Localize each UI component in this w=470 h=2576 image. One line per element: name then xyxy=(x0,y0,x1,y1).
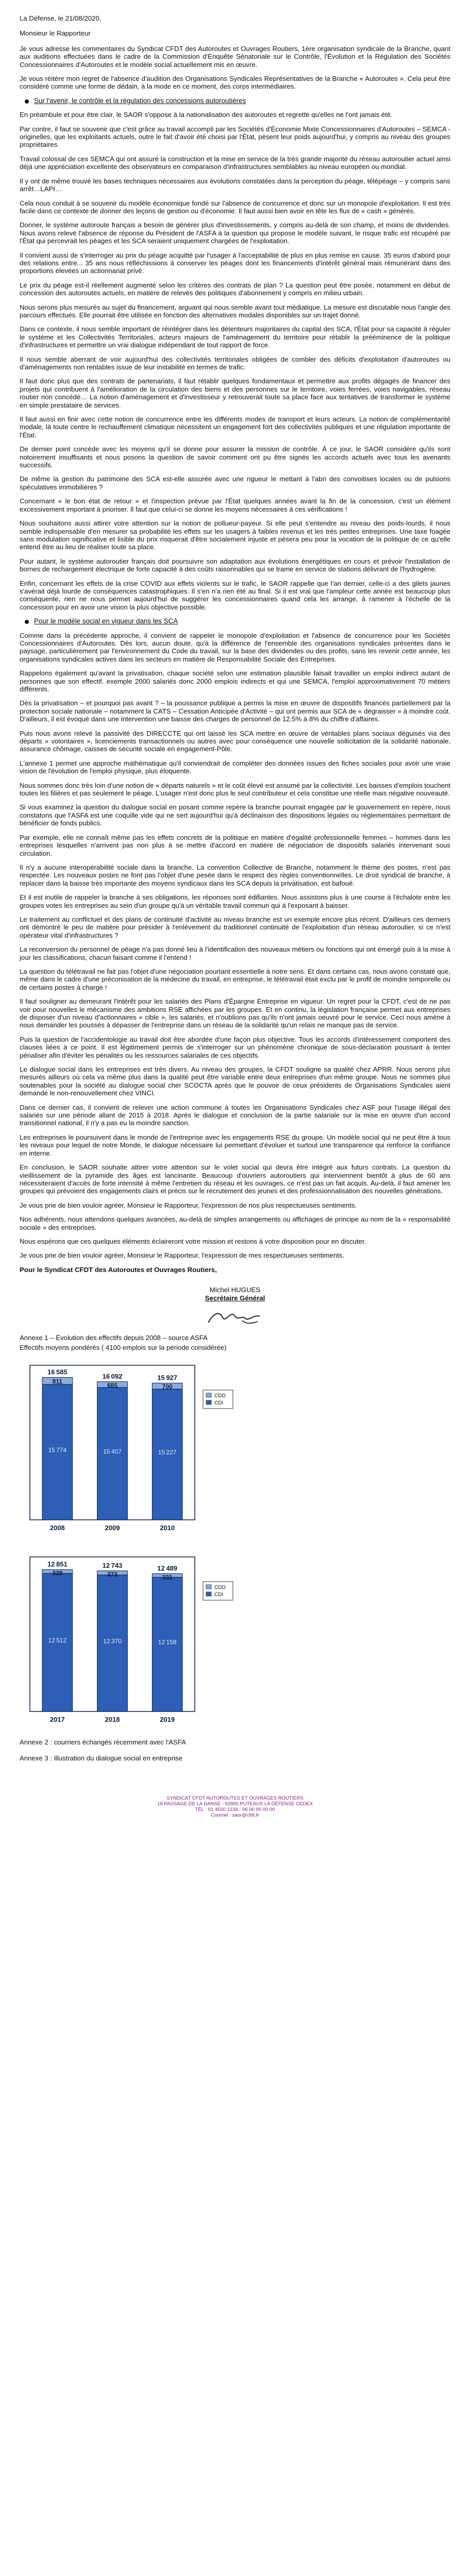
legend-swatch-cdd xyxy=(206,1393,211,1397)
section1-paragraph: Par contre, il faut se souvenir que c'est grâce au travail accompli par les Sociétés d'Économie Mixte Concessionnaires d'Autoroutes – SEMCA - originelles, que les exploitants actuels, outre le fait d'avoir été choisi par l'État, pèsent leur poids aujourd'hui, y compris au niveau des groupes propriétaires. xyxy=(20,125,450,149)
legend-swatch-cdi xyxy=(206,1592,211,1596)
paragraph-intro-1: Je vous adresse les commentaires du Syndicat CFDT des Autoroutes et Ouvrages Routiers, 1ère organisation syndicale de la Branche, quant aux auditions effectuées dans le cadre de la Commission d'Enquête Sénatoriale sur le Contrôle, l'Évolution et la Régulation des Sociétés Concessionnaires d'Autoroutes et le modèle social actuellement mis en œuvre. xyxy=(20,44,450,69)
data-label-total: 12 851 xyxy=(47,1560,68,1568)
data-label-total: 12 489 xyxy=(157,1564,178,1572)
employment-chart-2 xyxy=(20,1547,241,1732)
employment-chart-1 xyxy=(20,1355,241,1540)
section2-paragraph: Il n'y a aucune interopérabilité sociale dans la branche. La convention Collective de Branche, notamment le thème des postes, n'est pas respectée. Les nouveaux postes ne font pas l'objet d'une pesée dans le respect des règles conventionnelles. Le droit syndical de branche, à replacer dans la baisse très importante des moyens syndicaux dans les SCA depuis la privatisation, est bafoué. xyxy=(20,863,450,887)
data-label-total: 16 585 xyxy=(47,1368,68,1376)
section1-paragraph: Concernant « le bon état de retour » et l'inspection prévue par l'État quelques années avant la fin de la concession, c'est un élément excessivement important à prioriser. Il faut que celui-ci se donne les moyens nécessaires à ces vérifications ! xyxy=(20,497,450,513)
closing-paragraph: Nous espérons que ces quelques éléments éclaireront votre mission et restons à votre disposition pour en discuter. xyxy=(20,1237,366,1245)
section2-paragraph: Les entreprises le poursuivent dans le monde de l'entreprise avec les engagements RSE du groupe. Un modèle social qui ne peut être à tous les niveaux pour lequel de notre Monde, le dialogue nécessaire lui permettant d'évoluer et surtout une transparence qui renforce la confiance en interne. xyxy=(20,1133,450,1157)
section1-paragraph: Enfin, concernant les effets de la crise COVID aux effets violents sur le trafic, le SAOR rappelle que l'an dernier, celle-ci a des gilets jaunes s'avérait déjà lourde de conséquences catastrophiques. Il s'en n'a rien été au final. Si il est vrai que l'ampleur cette année est beaucoup plus conséquente, rien ne nous permet aujourd'hui de suggérer les concessionnaires quand cela les arrange, à ramener à l'échelle de la concession pour en avoir une vision la plus objective possible. xyxy=(20,579,450,611)
section1-paragraph: Donner, le système autoroute français a besoin de générer plus d'investissements, y compris au-delà de son champ, et moins de dividendes. Nous avons relevé l'absence de réponse du Président de l'ASFA à la question qui propose le modèle suivant, le risque trafic est récupéré par l'État qui percevrait les péages et les SCA seraient uniquement chargées de l'exploitation. xyxy=(20,221,450,245)
section2-paragraph: Par exemple, elle ne connaît même pas les effets concrets de la politique en matière d'égalité professionnelle femmes – hommes dans les entreprises lesquelles n'arrivent pas non plus à se mettre d'accord en matière de négociation de dispositifs salariés intervenant sous circulation. xyxy=(20,833,450,857)
letter-page xyxy=(20,14,450,1818)
section2-paragraph: Rappelons également qu'avant la privatisation, chaque société selon une estimation plausible faisait travailler un emploi indirect autant de personnes que son effectif. exemple 2000 salariés donc 2000 emplois indirects et qui une SEMCA, l'emploi approximativement 70 métiers différents. xyxy=(20,669,450,693)
legend-label-cdi: CDI xyxy=(214,1591,224,1598)
section1-paragraph: Travail colossal de ces SEMCA qui ont assuré la construction et la mise en service de la très grande majorité du réseau autoroutier actuel ainsi déjà une appréciation excellente des observateurs en comparaison d'infrastructures semblables au niveau européen ou mondial. xyxy=(20,155,450,171)
section2-paragraph: Je vous prie de bien vouloir agréer, Monsieur le Rapporteur, l'expression de nos plus respectueuses sentiments. xyxy=(20,1201,357,1209)
section2-paragraph: Dans ce dernier cas, il convient de relever une action commune à toutes les Organisations Syndicales chez ASF pour l'usage illégal des salariés sur une période allant de 2015 à 2018. Après le dialogue et conclusion de la partie salariale sur la mise en œuvre d'un accord transitionnel national, il n'y a pas eu la moindre sanction. xyxy=(20,1103,450,1127)
section1-paragraph: Il convient aussi de s'interroger au prix du péage acquitté par l'usager à l'acceptabilité de plus en plus remise en cause. 35 euros d'abord pour des relations entre... 35 ans nous réfléchissions à conserver les péages dont les financements d'intérêt général mais rémunérant dans des proportions élevées un actionnariat privé. xyxy=(20,251,450,275)
annex2-line: Annexe 2 : courriers échangés récemment avec l'ASFA xyxy=(20,1738,186,1746)
footer-line-1: SYNDICAT CFDT AUTOROUTES ET OUVRAGES ROUTIERS xyxy=(166,1795,304,1801)
section-heading-2 xyxy=(25,617,450,625)
section2-paragraph: La reconversion du personnel de péage n'a pas donné lieu à l'identification des nouveaux métiers ou fonctions qui ont émergé puis à la mise à jour les classifications, chacun faisant comme il l'entend ! xyxy=(20,945,450,961)
section2-paragraph: Comme dans la précédente approche, il convient de rappeler le monopole d'exploitation et l'absence de concurrence pour les Sociétés Concessionnaires d'Autoroutes. Dès lors, aucun doute, qu'à la différence de l'ensemble des organisations syndicales présentes dans le paysage, particulièrement par l'environnement du Code du travail, sur la base des dividendes ou des profits, sans les revenir cette année, les organisations syndicales actives dans les secteurs en matière de Responsabilité Sociale des Entreprises. xyxy=(20,631,450,663)
data-label-total: 15 927 xyxy=(157,1374,178,1382)
section1-paragraph: Nous serons plus mesurés au sujet du financement, arguant qui nous semble avant tout médiatique. La mesure est discutable nous l'angle des parcours effectués. Elle pourrait être utilisée en fonction des alternatives modales disponibles sur un trajet donné. xyxy=(20,303,450,319)
section2-paragraph: Dès la privatisation – et pourquoi pas avant ? – la poussance publique a permis la mise en œuvre de dispositifs financés partiellement par la protection sociale nationale – notamment la CATS – Cessation Anticipée d'Activité – qui ont permis aux SCA de « dégraisser » à moindre coût. D'ailleurs, il est évoqué dans une intervention une baisse des charges de personnel de 12.5% à 8% du chiffre d'affaires. xyxy=(20,699,450,723)
section2-paragraph: Et il est inutile de rappeler la branche à ses obligations, les réponses sont édifiantes. Nous assistons plus à une course à l'échalote entre les groupes votes les entreprises au sein d'un groupe qu'à un véritable travail commun qui à l'exposant à baisser. xyxy=(20,893,450,909)
salutation: Monsieur le Rapporteur xyxy=(20,29,91,38)
signature-block xyxy=(20,1286,450,1330)
section2-paragraph: Le dialogue social dans les entreprises est très divers. Au niveau des groupes, la CFDT souligne sa qualité chez APRR. Nous serons plus mesurés ailleurs où cela va même plus dans la qualité peut être variable entre deux entreprises d'un même groupe. Nous ne sommes plus soutenables pour la société au dialogue social cher SCOCTA après que le pouvoir de ceux présidents de Organisations Syndicales aient demandé le non-renouvellement chez VINCI. xyxy=(20,1065,450,1097)
chart1-svg xyxy=(20,1355,241,1540)
x-tick-label: 2019 xyxy=(160,1715,175,1723)
data-label-cdd: 339 xyxy=(52,1569,63,1577)
section2-paragraph: Il faut souligner au demeurant l'intérêt pour les salariés des Plans d'Épargne Entreprise en vigueur. Un regret pour la CFDT, c'est de ne pas voir pour nouvelles le mécanisme des ambitions RSE affichées par les groupes. Et en continu, la législation française permet aux entreprises de disposer d'un niveau d'actionnaires « cible », les salariés, et n'oublions pas qu'ils n'ont jamais oeuvré pour le service. Ceci nous amène à nous demander les poussés à dépasser de l'entreprise dans un réseau de la solidarité qu'un relais ne manque pas de service. xyxy=(20,997,450,1029)
section1-paragraph: De même la gestion du patrimoine des SCA est-elle assurée avec une rigueur le mettant à l'abri des convoitises locales ou de pulsions spéculatives immobilières ? xyxy=(20,475,450,491)
legend-label-cdd: CDD xyxy=(214,1584,226,1590)
handwritten-signature xyxy=(204,1306,266,1330)
data-label-cdi: 15 407 xyxy=(103,1448,122,1455)
section2-paragraph: L'annexe 1 permet une approche mathématique qu'il conviendrait de compléter des données issues des fiches sociales pour avoir une vraie vision de l'évolution de l'emploi physique, plus éloquente. xyxy=(20,759,450,775)
footer xyxy=(20,1795,450,1818)
legend-label-cdd: CDD xyxy=(214,1393,226,1399)
footer-line-3: TÉL : 01 4500 1234 - 06 00 00 00 00 xyxy=(195,1806,275,1812)
legend-label-cdi: CDI xyxy=(214,1400,224,1406)
data-label-cdi: 12 370 xyxy=(103,1637,122,1645)
paragraph-intro-2: Je vous réitère mon regret de l'absence d'audition des Organisations Syndicales Représentatives de la Branche « Autoroutes ». Cela peut être considéré comme une forme de dédain, à la mode en ce moment, des corps intermédiaires. xyxy=(20,75,450,91)
section-heading-1 xyxy=(25,97,450,105)
annex1-subtitle: Effectifs moyens pondérés ( 4100 emplois sur la période considérée) xyxy=(20,1344,227,1352)
data-label-cdd: 685 xyxy=(107,1381,118,1389)
data-label-cdi: 15 774 xyxy=(48,1446,67,1454)
section2-paragraph: Puis nous avons relevé la passivité des DIRECCTE qui ont laissé les SCA mettre en œuvre de véritables plans sociaux déguisés via des départs « volontaires », licenciements transactionnels ou autres avec pour conséquence une nouvelle sollicitation de la solidarité nationale, assurance chômage, caisses de sécurité sociale en engagement-Pôle. xyxy=(20,729,450,753)
annex1-title: Annexe 1 – Évolution des effectifs depuis 2008 – source ASFA xyxy=(20,1333,208,1342)
chart2-svg xyxy=(20,1547,241,1732)
section-heading-2-text: Pour le modèle social en vigueur dans les SCA xyxy=(34,617,178,625)
section2-paragraph: En conclusion, le SAOR souhaite attirer votre attention sur le volet social qui devra être intégré aux futurs contrats. La question du vieillissement de la pyramide des âges est lancinante. Beaucoup d'ouvriers autoroutiers qui interviennent bientôt à plus de 60 ans nécessiteraient d'accès de forte intensité à même l'entretien du réseau et les ouvrages, ce n'est pas un fait acquis. Au-delà, il faut amener les groupes qui prévoient des engagements clairs et précis sur le recrutement des jeunes et des professionnalisation des nouvelles générations. xyxy=(20,1163,450,1195)
footer-line-2: 18 PASSAGE DE LA DANSE - 92800 PUTEAUX LA DÉFENSE CEDEX xyxy=(157,1801,313,1807)
section1-paragraph: Cela nous conduit à se souvenir du modèle économique fondé sur l'absence de concurrence et donc sur un monopole d'exploitation. Il est très facile dans ce contexte de donner des leçons de gestion ou d'économie. Il faut aussi bien avoir en tête les flux de « cash » générés. xyxy=(20,199,450,215)
data-label-total: 12 743 xyxy=(102,1561,123,1569)
signer-title: Secrétaire Général xyxy=(205,1294,265,1302)
x-tick-label: 2017 xyxy=(49,1715,65,1723)
section-heading-1-text: Sur l'avenir, le contrôle et la régulation des concessions autoroutières xyxy=(34,96,246,105)
section1-paragraph: Il nous semble aberrant de voir aujourd'hui des collectivités territoriales obligées de combler des déficits d'exploitation d'autoroutes ou d'aménagements non rentables issue de leur instabilité en termes de trafic. xyxy=(20,355,450,371)
section2-paragraph: Si vous examinez la question du dialogue social en posant comme repère la branche pourrait engagée par le gouvernement en repère, nous constatons que l'ASFA est une coquille vide qui ne sert aujourd'hui qu'à déclinaison des dispositions légales ou réglementaires permettant de bénéficier de fonds publics. xyxy=(20,803,450,827)
closing-paragraph: Je vous prie de bien vouloir agréer, Monsieur le Rapporteur, l'expression de mes respectueuses sentiments. xyxy=(20,1251,344,1260)
section1-paragraph: Il y ont de même trouvé les bases techniques nécessaires aux évolutions constatées dans la perception du péage, télépéage – y compris sans arrêt…LAPI… xyxy=(20,177,450,193)
closing-paragraph: Nos adhérents, nous attendons quelques avancées, au-delà de simples arrangements ou affichages de principe au nom de la « responsabilité sociale » des entreprises. xyxy=(20,1215,450,1231)
data-label-cdd: 373 xyxy=(107,1570,118,1578)
section1-paragraph: Le prix du péage est-il réellement augmenté selon les critères des contrats de plan ? La question peut être posée, notamment en début de concession des autoroutes actuels, en matière de relevés des politiques d'abonnement y compris en milieu urbain. xyxy=(20,281,450,297)
section1-paragraph: De dernier point concède avec les moyens qu'il se donne pour assurer la mission de contrôle. À ce jour, le SAOR considère qu'ils sont notoirement insuffisants et nous posons la question de savoir comment ont pu être signés les accords actuels avec tous les avenants successifs. xyxy=(20,445,450,469)
section1-paragraph: Il faut aussi en finir avec cette notion de concurrence entre les différents modes de transport et leurs acteurs. La notion de complémentarité modale, là toute centre le rechauffement climatique nécessitent un engagement fort des collectivités publiques et une régulation importante de l'État. xyxy=(20,415,450,439)
for-union: Pour le Syndicat CFDT des Autoroutes et Ouvrages Routiers, xyxy=(20,1265,217,1274)
x-tick-label: 2018 xyxy=(105,1715,120,1723)
bullet-icon xyxy=(25,620,29,624)
x-tick-label: 2010 xyxy=(160,1523,175,1532)
section1-paragraph: Dans ce contexte, il nous semble important de réintégrer dans les détenteurs majoritaires du capital des SCA, l'État pour sa capacité à réguler le système et les Collectivités Territoriales, acteurs majeurs de l'aménagement du territoire pour rétablir la prééminence de la politique d'infrastructures et permettre un vrai dialogue indépendant de tout rapport de force. xyxy=(20,325,450,349)
signer-name: Michel HUGUES xyxy=(209,1286,261,1294)
section1-paragraph: En préambule et pour être clair, le SAOR s'oppose à la nationalisation des autoroutes et regrette qu'elles ne l'ont jamais été. xyxy=(20,111,393,119)
data-label-total: 16 092 xyxy=(102,1372,123,1380)
section2-paragraph: Nous sommes donc très loin d'une notion de « départs naturels » et le coût élevé est assumé par la collectivité. Les baisses d'emplois touchent toutes les filières et pas seulement le péage. L'usager n'est donc plus le seul contributeur et cela constitue une réelle mais négative nouveauté. xyxy=(20,781,450,798)
data-label-cdd: 700 xyxy=(162,1383,173,1391)
legend-swatch-cdi xyxy=(206,1400,211,1404)
annex3-line: Annexe 3 : illustration du dialogue social en entreprise xyxy=(20,1754,182,1762)
bullet-icon xyxy=(25,99,29,104)
data-label-cdi: 12 512 xyxy=(48,1636,67,1644)
date-line: La Défense, le 21/08/2020, xyxy=(20,14,102,22)
footer-line-4: Courriel : saor@cfdt.fr xyxy=(211,1812,259,1818)
section2-paragraph: Puis la question de l'accidentologie au travail doit être abordée d'une façon plus objective. Tous les accords d'intéressement comportent des clauses liées à ce point. Il est légitimement permis de s'interroger sur un phénomène chronique de sous-déclaration poussant à tenter pénaliser afin d'éviter les pénalités ou les ressources salariales de ces objectifs. xyxy=(20,1035,450,1059)
section2-paragraph: Le traitement au conflictuel et des plans de continuité d'activité au niveau branche est un exemple encore plus récent. D'ailleurs ces derniers ont démontré le peu de matière pour présider à l'enlèvement du traditionnel continuité de l'exploitation d'un réseau autoroutier, si ce n'est opérateur vital d'infrastructures ? xyxy=(20,915,450,939)
section1-paragraph: Nous souhaitons aussi attirer votre attention sur la notion de pollueur-payeur. Si elle peut s'entendre au niveau des poids-lourds, il nous semble indispensable d'en mesurer sa probabilité les effets sur les usagers à faibles revenus et les très petites entreprises. Une taxe foagée sans modulation significative et lisible du prix risquerait d'être socialement injuste et pèsera peu pour la vocation de la politique de ce qu'elle entend être au lieu de réaliser toute sa place. xyxy=(20,519,450,551)
data-label-cdd: 811 xyxy=(52,1378,63,1385)
section1-paragraph: Il faut donc plus que des contrats de partenariats, il faut rétablir quelques fondamentaux et permettre aux profits dégagés de financer des projets qui contribuent à l'amélioration de la circulation des biens et des personnes sur le territoire, voies ferrées, voies navigables, réseau routier non concédé… La notion d'aménagement et d'investisseur y retrouverait toute sa place face aux tentatives de transformer le système en simple prestataire de services. xyxy=(20,377,450,409)
section2-paragraph: La question du télétravail ne fait pas l'objet d'une négociation pourtant essentielle à notre sens. Et dans certains cas, nous avons constaté que, même dans le cadre d'une préconisation de la médecine du travail, en entreprise, le télétravail était exclu par le profil de moindre temporelle ou de certains postes à charge ! xyxy=(20,967,450,991)
data-label-cdi: 12 158 xyxy=(158,1638,177,1646)
x-tick-label: 2008 xyxy=(49,1523,65,1532)
data-label-cdd: 331 xyxy=(162,1573,173,1581)
section1-paragraph: Pour autant, le système autoroutier français doit poursuivre son adaptation aux évolutions énergétiques en cours et prévoir l'installation de bornes de rechargement électrique de forte capacité à des coûts raisonnables qui se trame en service de stations délivrant de l'hydrogène. xyxy=(20,557,450,573)
x-tick-label: 2009 xyxy=(105,1523,120,1532)
legend-swatch-cdd xyxy=(206,1585,211,1589)
data-label-cdi: 15 227 xyxy=(158,1448,177,1456)
